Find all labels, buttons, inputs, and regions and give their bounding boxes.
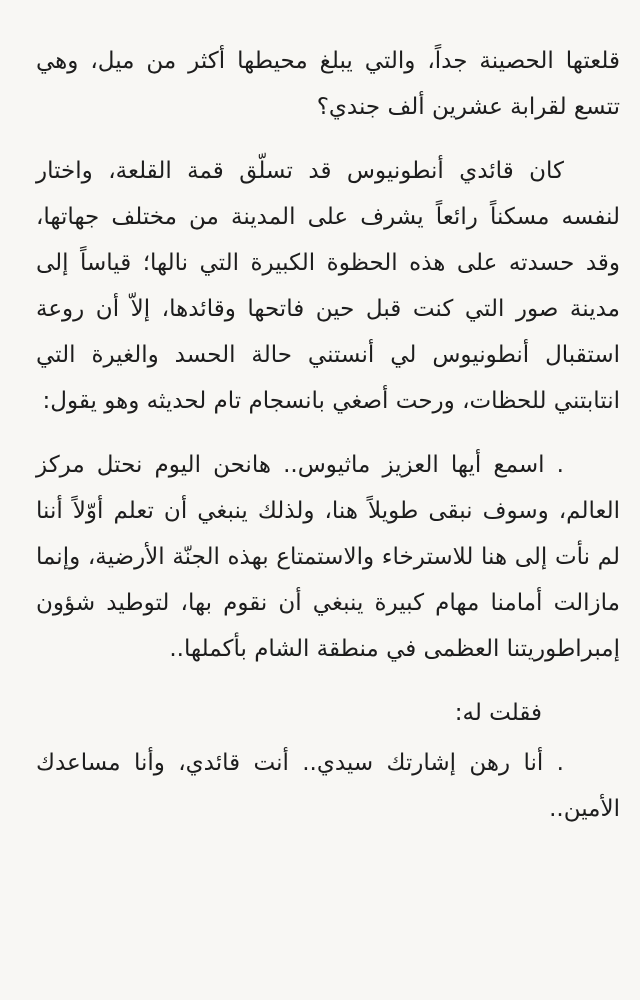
paragraph-reply-intro: فقلت له: <box>454 700 542 726</box>
paragraph-reply: . أنا رهن إشارتك سيدي.. أنت قائدي، وأنا مساعدك الأمين.. <box>36 750 620 822</box>
paragraph-antonius-speech: . اسمع أيها العزيز ماثيوس.. هانحن اليوم نحتل مركز العالم، وسوف نبقى طويلاً هنا، ولذلك ينبغي أن تعلم أوّلاً أننا لم نأت إلى هنا للاسترخاء والاستمتاع بهذه الجنّة الأرضية، وإنما مازالت أمامنا مهام كبيرة ينبغي أن نقوم بها، لتوطيد شؤون إمبراطوريتنا العظمى في منطقة الشام بأكملها.. <box>36 452 620 662</box>
paragraph-antonius-citadel: كان قائدي أنطونيوس قد تسلّق قمة القلعة، واختار لنفسه مسكناً رائعاً يشرف على المدينة من مختلف جهاتها، وقد حسدته على هذه الحظوة الكبيرة التي نالها؛ قياساً إلى مدينة صور التي كنت قبل حين فاتحها وقائدها، إلاّ أن روعة استقبال أنطونيوس لي أنستني حالة الحسد والغيرة التي انتابتني للحظات، ورحت أصغي بانسجام تام لحديثه وهو يقول: <box>36 158 620 414</box>
page-body-text <box>36 38 620 850</box>
paragraph-continuation: قلعتها الحصينة جداً، والتي يبلغ محيطها أكثر من ميل، وهي تتسع لقرابة عشرين ألف جندي؟ <box>36 48 620 120</box>
